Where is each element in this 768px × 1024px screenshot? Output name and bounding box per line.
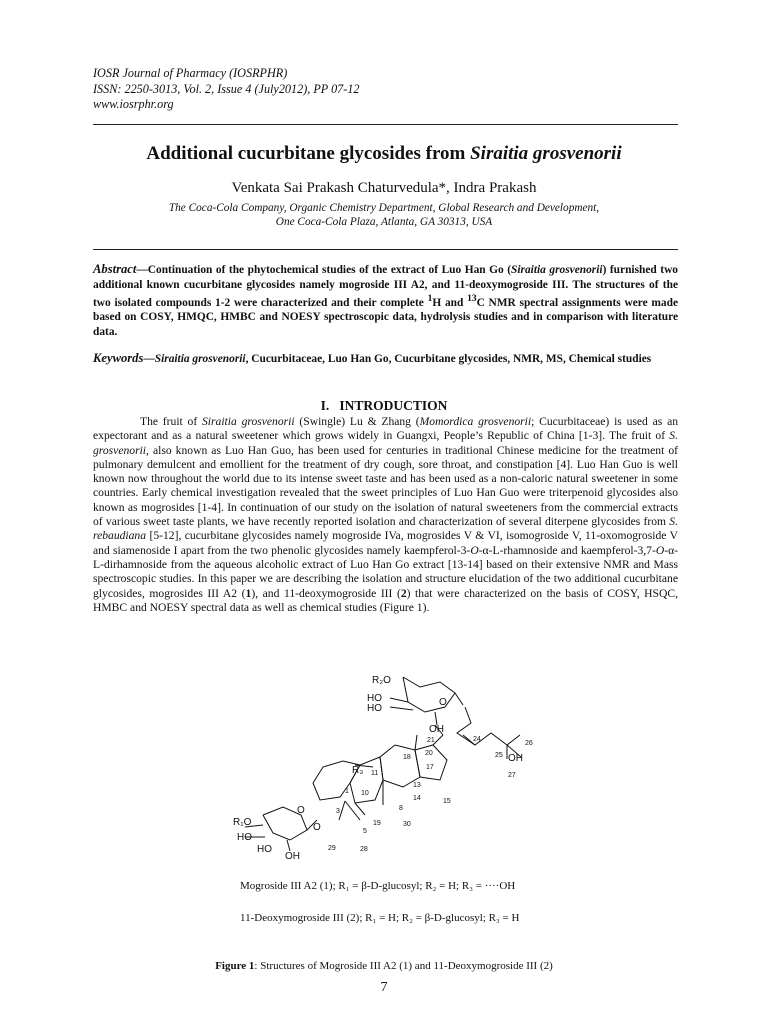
intro-italic: O	[655, 543, 665, 557]
abstract-sup-h: 1	[427, 294, 433, 304]
abstract	[93, 262, 678, 339]
abstract-text-4: C NMR spectral assignments were made based on COSY, HMQC, HMBC and NOESY spectroscopic data, hydrolysis studies and in comparison with literature data.	[93, 296, 679, 338]
figure-caption	[0, 960, 768, 972]
fig-label: 30	[403, 821, 411, 828]
intro-text: -α-L-rhamnoside and kaempferol-3,7-	[478, 543, 656, 557]
section-heading	[0, 398, 768, 414]
fig-label: 1	[345, 788, 349, 795]
abstract-dash: —	[136, 264, 148, 276]
abstract-species: Siraitia grosvenorii	[511, 264, 603, 276]
title-species: Siraitia grosvenorii	[470, 143, 622, 164]
authors: Venkata Sai Prakash Chaturvedula*, Indra Prakash	[231, 180, 537, 196]
fig-label: OH	[508, 753, 523, 764]
abstract-text-3: H and	[432, 296, 468, 309]
affiliation-line-2: One Coca-Cola Plaza, Atlanta, GA 30313, USA	[275, 216, 493, 228]
introduction-paragraph	[93, 415, 678, 615]
fig-label: 14	[413, 795, 421, 802]
intro-italic: S. grosvenorii	[93, 429, 678, 457]
fig-label: 10	[361, 790, 369, 797]
abstract-text-2: ) furnished two additional known cucurbitane glycosides namely mogroside III A2, and 11-deoxymogroside III. The structures of the two isolated compounds 1-2 were characterized and their complete	[93, 264, 678, 309]
fig-label: 3	[336, 808, 340, 815]
journal-url[interactable]: www.iosrphr.org	[93, 97, 174, 111]
fig-label: 20	[425, 750, 433, 757]
fig-label: 19	[373, 820, 381, 827]
fig-label: 27	[508, 772, 516, 779]
fig-label: 21	[427, 737, 435, 744]
fig-label: 17	[426, 764, 434, 771]
section-number: I.	[320, 398, 330, 413]
fig-label: O	[313, 822, 321, 833]
intro-italic: O	[470, 543, 479, 557]
keywords-species: Siraitia grosvenorii	[154, 353, 246, 365]
journal-name: IOSR Journal of Pharmacy (IOSRPHR)	[93, 66, 288, 80]
intro-text: [5-12], cucurbitane glycosides namely mogroside IVa, mogrosides V & VI, isomogroside V, 11-oxomogroside V and siamenoside I apart from the two phenolic glycosides namely kaempferol-3-	[93, 529, 678, 557]
affiliation	[0, 201, 768, 229]
fig-label: O	[297, 805, 305, 816]
abstract-lead: Abstract	[93, 262, 137, 276]
abstract-sup-c: 13	[467, 294, 477, 304]
fig-label: 8	[399, 805, 403, 812]
fig-label: 29	[328, 845, 336, 852]
intro-text: ; Cucurbitaceae) is used as an expectorant and as a natural sweetener which grows widely in Guangxi, People’s Republic of China [1-3]. The fruit of	[93, 415, 679, 443]
fig-label: 24	[473, 736, 481, 743]
paper-title	[0, 143, 768, 165]
fig-label: 25	[495, 752, 503, 759]
title-prefix: Additional cucurbitane glycosides from	[146, 143, 471, 164]
fig-label: OH	[429, 724, 444, 735]
figure-legend-2: 11-Deoxymogroside III (2); R₁ = H; R₂ = β-D-glucosyl; R₃ = H	[240, 912, 520, 924]
section-title: INTRODUCTION	[339, 398, 448, 413]
fig-label: HO	[237, 832, 252, 843]
structure-bonds	[245, 677, 521, 851]
structure-diagram	[225, 665, 555, 865]
fig-label: HO	[257, 844, 272, 855]
keywords-dash: —	[143, 353, 155, 365]
fig-label: 15	[443, 798, 451, 805]
keywords-lead: Keywords	[93, 351, 144, 365]
intro-bold: 2	[400, 586, 407, 600]
fig-label: OH	[285, 851, 300, 862]
affiliation-line-1: The Coca-Cola Company, Organic Chemistry Department, Global Research and Development,	[168, 202, 600, 214]
fig-label: R₂O	[372, 675, 391, 686]
intro-italic: S. rebaudiana	[93, 515, 678, 543]
caption-lead: Figure 1	[215, 960, 255, 972]
fig-label: HO	[367, 693, 382, 704]
fig-label: 28	[360, 846, 368, 853]
fig-label: R₁O	[233, 817, 252, 828]
header-rule	[93, 124, 678, 125]
intro-text: (Swingle) Lu & Zhang (	[294, 415, 420, 428]
intro-italic: Siraitia grosvenorii	[202, 415, 295, 428]
journal-header	[93, 66, 360, 113]
fig-label: HO	[367, 703, 382, 714]
intro-text: -α-L-dirhamnoside from the aqueous alcoholic extract of Luo Han Go extract [13-14] based on their extensive NMR and Mass spectroscopic studies. In this paper we are describing the isolation and structure elucidation of the two additional cucurbitane glycosides, mogrosides III A2 (	[93, 543, 678, 600]
keywords	[93, 351, 678, 367]
intro-bold: 1	[245, 586, 252, 600]
journal-issn: ISSN: 2250-3013, Vol. 2, Issue 4 (July2012), PP 07-12	[93, 81, 360, 96]
fig-label: O	[439, 697, 447, 708]
fig-label: 5	[363, 828, 367, 835]
fig-label: 13	[413, 782, 421, 789]
keywords-rest: , Cucurbitaceae, Luo Han Go, Cucurbitane glycosides, NMR, MS, Chemical studies	[245, 353, 652, 365]
fig-label: 11	[371, 770, 379, 777]
intro-text: ) that were characterized on the basis of COSY, HSQC, HMBC and NOESY spectral data as well as chemical studies (Figure 1).	[93, 586, 678, 614]
caption-rest: : Structures of Mogroside III A2 (1) and 11-Deoxymogroside III (2)	[254, 960, 553, 972]
fig-label: 26	[525, 740, 533, 747]
fig-label: R₃	[352, 765, 364, 776]
abstract-rule	[93, 249, 678, 250]
figure-legend-1: Mogroside III A2 (1); R₁ = β-D-glucosyl; R₂ = H; R₃ = ····OH	[240, 880, 516, 892]
intro-text: ), and 11-deoxymogroside III (	[251, 586, 401, 600]
fig-label: 18	[403, 754, 411, 761]
intro-italic: Momordica grosvenorii	[419, 415, 532, 428]
page-number: 7	[380, 980, 388, 995]
intro-text: The fruit of	[140, 415, 202, 428]
intro-text: , also known as Luo Han Guo, has been used for centuries in traditional Chinese medicine for the treatment of pulmonary demulcent and emollient for the treatment of dry cough, sore throat, and constipation [4]. Luo Han Guo is well known now throughout the world due to its intense sweet taste and has been used as a non-caloric natural sweetener in some countries. Early chemical investigation revealed that the sweet principles of Luo Han Guo were triterpenoid glycosides also known as mogrosides [1-4]. In continuation of our study on the isolation of natural sweeteners from the commercial extracts of various sweet taste plants, we have recently reported isolation and characterization of several diterpene glycosides from	[93, 443, 678, 529]
abstract-text-1: Continuation of the phytochemical studies of the extract of Luo Han Go (	[147, 264, 512, 276]
